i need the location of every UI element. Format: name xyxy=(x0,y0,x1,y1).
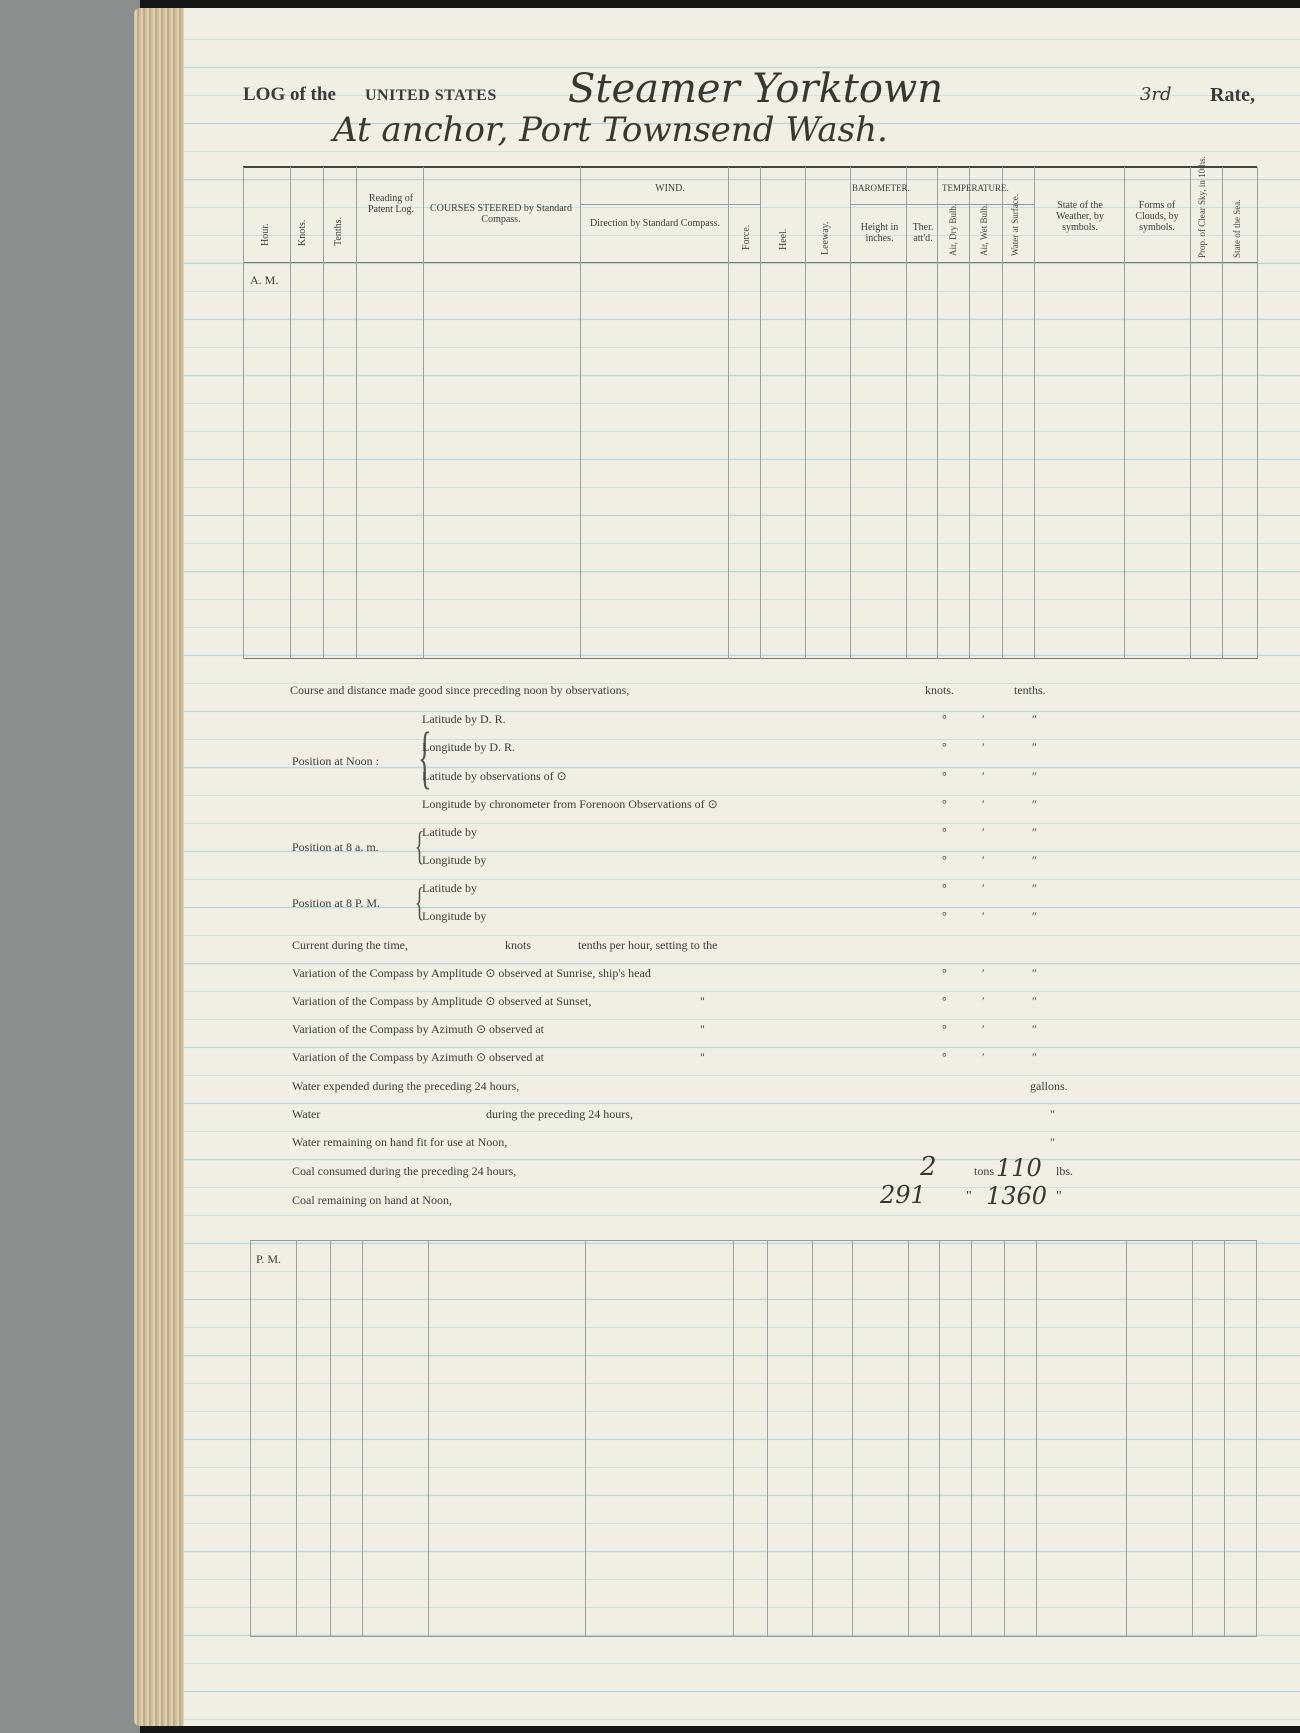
var-sunset-ditto: " xyxy=(700,994,705,1008)
coal-consumed-label: Coal consumed during the preceding 24 hours, xyxy=(292,1164,517,1178)
pm8-lon-label: Longitude by xyxy=(422,909,487,923)
sec-mark: ″ xyxy=(1032,769,1037,783)
lat-obs-label: Latitude by observations of ⊙ xyxy=(422,769,567,783)
coal-remaining-lbs: 1360 xyxy=(986,1182,1048,1210)
column-line-15 xyxy=(1124,167,1125,659)
water-during-ditto: " xyxy=(1050,1107,1055,1121)
sec-mark: ″ xyxy=(1032,712,1037,726)
column-line-13 xyxy=(1002,167,1003,659)
pm8-lat-label: Latitude by xyxy=(422,881,477,895)
deg-mark: ° xyxy=(942,853,947,867)
clouds-header: Forms of Clouds, by symbols. xyxy=(1135,200,1179,233)
column-line-5 xyxy=(580,167,581,659)
sec-mark: ″ xyxy=(1032,1022,1037,1036)
column-line-3 xyxy=(356,167,357,659)
baro-header-rule xyxy=(850,204,1035,205)
sec-mark: ″ xyxy=(1032,797,1037,811)
lon-chron-label: Longitude by chronometer from Forenoon Observations of ⊙ xyxy=(422,797,718,811)
min-mark: ′ xyxy=(982,769,985,783)
min-mark: ′ xyxy=(982,881,985,895)
am8-brace: { xyxy=(414,823,425,868)
location-text: At anchor, Port Townsend Wash. xyxy=(333,110,888,150)
column-line-10 xyxy=(908,1240,909,1637)
var-azimuth-label-1: Variation of the Compass by Azimuth ⊙ observed at xyxy=(292,1022,545,1036)
current-tenths-label: tenths per hour, setting to the xyxy=(578,938,718,952)
column-line-11 xyxy=(939,1240,940,1637)
vessel-name: Steamer Yorktown xyxy=(568,66,943,112)
page-edges xyxy=(134,8,186,1726)
water-surface-header: Water at Surface. xyxy=(1010,194,1020,256)
deg-mark: ° xyxy=(942,1022,947,1036)
lbs-label: lbs. xyxy=(1056,1164,1074,1178)
pm-label: P. M. xyxy=(256,1252,282,1266)
column-line-9 xyxy=(850,167,851,659)
column-line-7 xyxy=(760,167,761,659)
column-line-8 xyxy=(805,167,806,659)
united-states-label: UNITED STATES xyxy=(365,87,497,104)
lon-dr-label: Longitude by D. R. xyxy=(422,740,515,754)
column-line-7 xyxy=(767,1240,768,1637)
sec-mark: ″ xyxy=(1032,909,1037,923)
scan-backdrop xyxy=(0,0,140,1733)
water-label: Water xyxy=(292,1107,321,1121)
column-line-14 xyxy=(1034,167,1035,659)
pm-table-top-rule xyxy=(250,1240,1256,1241)
am8-lat-label: Latitude by xyxy=(422,825,477,839)
sec-mark: ″ xyxy=(1032,994,1037,1008)
log-page xyxy=(184,8,1300,1726)
am8-lon-label: Longitude by xyxy=(422,853,487,867)
column-line-2 xyxy=(323,167,324,659)
barometer-header: BAROMETER. xyxy=(852,183,910,193)
sec-mark: ″ xyxy=(1032,740,1037,754)
deg-mark: ° xyxy=(942,966,947,980)
water-during-label: during the preceding 24 hours, xyxy=(486,1107,633,1121)
min-mark: ′ xyxy=(982,740,985,754)
column-line-12 xyxy=(969,167,970,659)
coal-remaining-lbs-ditto: " xyxy=(1056,1189,1062,1204)
deg-mark: ° xyxy=(942,712,947,726)
ther-header: Ther. att'd. xyxy=(912,222,934,244)
column-line-4 xyxy=(428,1240,429,1637)
force-header: Force. xyxy=(741,224,752,250)
height-header: Height in inches. xyxy=(860,222,899,244)
column-line-9 xyxy=(852,1240,853,1637)
column-line-8 xyxy=(812,1240,813,1637)
min-mark: ′ xyxy=(982,1050,985,1064)
column-line-18 xyxy=(1256,1240,1257,1637)
header-bottom-rule xyxy=(243,262,1257,263)
column-line-4 xyxy=(423,167,424,659)
deg-mark: ° xyxy=(942,825,947,839)
var-azimuth-ditto-2: " xyxy=(700,1050,705,1064)
tenths-header: Tenths. xyxy=(333,216,344,246)
column-line-14 xyxy=(1036,1240,1037,1637)
column-line-5 xyxy=(585,1240,586,1637)
var-azimuth-label-2: Variation of the Compass by Azimuth ⊙ observed at xyxy=(292,1050,545,1064)
weather-header: State of the Weather, by symbols. xyxy=(1056,200,1104,233)
column-line-13 xyxy=(1004,1240,1005,1637)
tons-label: tons xyxy=(974,1164,995,1178)
column-line-18 xyxy=(1257,167,1258,659)
leeway-header: Leeway. xyxy=(820,221,831,255)
deg-mark: ° xyxy=(942,797,947,811)
column-line-16 xyxy=(1190,167,1191,659)
min-mark: ′ xyxy=(982,825,985,839)
sec-mark: ″ xyxy=(1032,1050,1037,1064)
coal-consumed-tons: 2 xyxy=(920,1152,937,1182)
position-8pm-label: Position at 8 P. M. xyxy=(292,896,381,910)
log-of-label: LOG of the xyxy=(243,84,336,105)
courses-header: COURSES STEERED by Standard Compass. xyxy=(430,203,572,225)
column-line-17 xyxy=(1222,167,1223,659)
column-line-0 xyxy=(243,167,244,659)
tenths-label: tenths. xyxy=(1014,683,1046,697)
var-sunset-label: Variation of the Compass by Amplitude ⊙ observed at Sunset, xyxy=(292,994,592,1008)
column-line-0 xyxy=(250,1240,251,1637)
knots-header: Knots. xyxy=(297,219,308,246)
clear-sky-header: Prop. of Clear Sky, in 10ths. xyxy=(1197,156,1207,258)
deg-mark: ° xyxy=(942,909,947,923)
deg-mark: ° xyxy=(942,769,947,783)
column-line-2 xyxy=(330,1240,331,1637)
table-top-rule xyxy=(243,166,1257,168)
sec-mark: ″ xyxy=(1032,966,1037,980)
var-sunrise-label: Variation of the Compass by Amplitude ⊙ observed at Sunrise, ship's head xyxy=(292,966,651,980)
wind-direction-header: Direction by Standard Compass. xyxy=(590,218,720,229)
var-azimuth-ditto-1: " xyxy=(700,1022,705,1036)
column-line-15 xyxy=(1126,1240,1127,1637)
min-mark: ′ xyxy=(982,909,985,923)
min-mark: ′ xyxy=(982,994,985,1008)
deg-mark: ° xyxy=(942,881,947,895)
wind-header-rule xyxy=(580,204,760,205)
hour-header: Hour. xyxy=(260,223,271,246)
deg-mark: ° xyxy=(942,994,947,1008)
min-mark: ′ xyxy=(982,797,985,811)
pm8-brace: { xyxy=(414,879,425,924)
min-mark: ′ xyxy=(982,853,985,867)
wet-bulb-header: Air, Wet Bulb. xyxy=(979,203,989,256)
dry-bulb-header: Air, Dry Bulb. xyxy=(948,203,958,256)
coal-consumed-lbs: 110 xyxy=(996,1154,1042,1182)
min-mark: ′ xyxy=(982,1022,985,1036)
column-line-12 xyxy=(971,1240,972,1637)
sec-mark: ″ xyxy=(1032,853,1037,867)
am-label: A. M. xyxy=(250,273,279,287)
coal-remaining-label: Coal remaining on hand at Noon, xyxy=(292,1193,452,1207)
min-mark: ′ xyxy=(982,966,985,980)
column-line-3 xyxy=(362,1240,363,1637)
coal-remaining-tons: 291 xyxy=(880,1181,926,1209)
water-expended-label: Water expended during the preceding 24 hours, xyxy=(292,1079,520,1093)
min-mark: ′ xyxy=(982,712,985,726)
am-table-bottom-rule xyxy=(243,658,1257,659)
current-knots-label: knots xyxy=(505,938,532,952)
column-line-6 xyxy=(728,167,729,659)
column-line-17 xyxy=(1224,1240,1225,1637)
column-line-1 xyxy=(290,167,291,659)
water-remaining-ditto: " xyxy=(1050,1135,1055,1149)
patent-log-header: Reading of Patent Log. xyxy=(367,193,415,215)
position-8am-label: Position at 8 a. m. xyxy=(292,840,379,854)
knots-label: knots. xyxy=(925,683,955,697)
sea-header: State of the Sea. xyxy=(1232,199,1242,258)
column-line-6 xyxy=(733,1240,734,1637)
deg-mark: ° xyxy=(942,740,947,754)
column-line-16 xyxy=(1192,1240,1193,1637)
wind-header: WIND. xyxy=(655,183,685,194)
lat-dr-label: Latitude by D. R. xyxy=(422,712,506,726)
rate-number: 3rd xyxy=(1140,84,1172,105)
rate-label: Rate, xyxy=(1210,84,1255,106)
noon-brace: { xyxy=(418,719,432,796)
current-label: Current during the time, xyxy=(292,938,408,952)
temperature-header: TEMPERATURE. xyxy=(942,183,1009,193)
water-remaining-label: Water remaining on hand fit for use at Noon, xyxy=(292,1135,508,1149)
pm-table-bottom-rule xyxy=(250,1636,1256,1637)
column-line-1 xyxy=(296,1240,297,1637)
sec-mark: ″ xyxy=(1032,881,1037,895)
gallons-label: gallons. xyxy=(1030,1079,1068,1093)
course-distance-label: Course and distance made good since preceding noon by observations, xyxy=(290,683,630,697)
sec-mark: ″ xyxy=(1032,825,1037,839)
deg-mark: ° xyxy=(942,1050,947,1064)
heel-header: Heel. xyxy=(778,228,789,250)
coal-remaining-ditto: " xyxy=(966,1189,972,1204)
position-noon-label: Position at Noon : xyxy=(292,754,380,768)
